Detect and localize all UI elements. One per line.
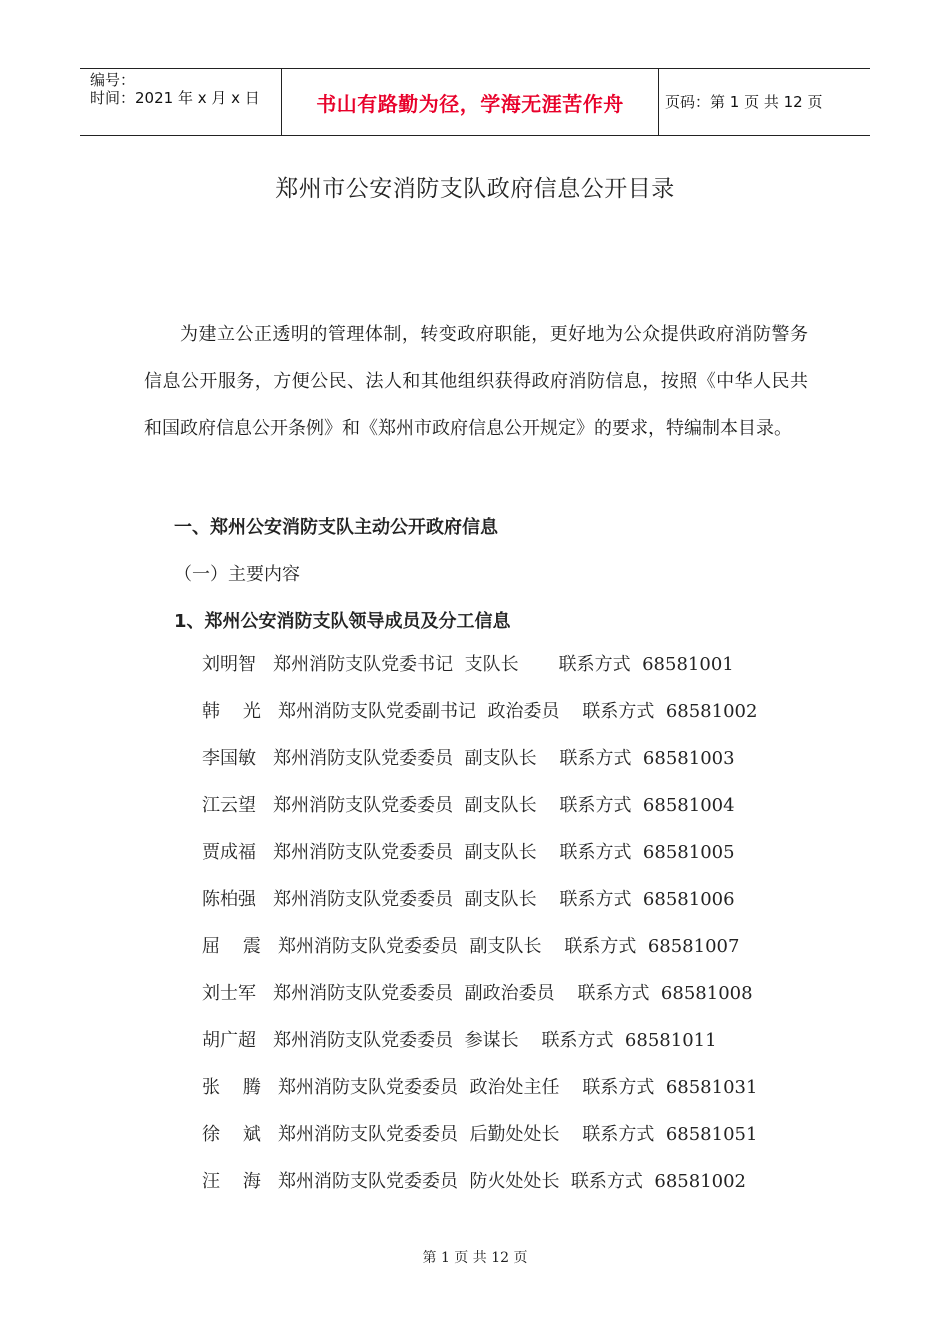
leader-row: 贾成福 郑州消防支队党委委员 副支队长 联系方式 68581005 — [202, 842, 735, 863]
number-label: 编号： — [90, 71, 136, 89]
leader-row: 刘明智 郑州消防支队党委书记 支队长 联系方式 68581001 — [202, 654, 734, 675]
sub-heading: （一）主要内容 — [174, 564, 300, 585]
leader-row: 汪 海 郑州消防支队党委委员 防火处处长 联系方式 68581002 — [202, 1171, 746, 1192]
document-title: 郑州市公安消防支队政府信息公开目录 — [275, 176, 675, 202]
motto-text: 书山有路勤为径，学海无涯苦作舟 — [316, 91, 624, 116]
leader-row: 徐 斌 郑州消防支队党委委员 后勤处处长 联系方式 68581051 — [202, 1124, 758, 1145]
header-meta-cell — [80, 69, 282, 135]
leader-row: 陈柏强 郑州消防支队党委委员 副支队长 联系方式 68581006 — [202, 889, 735, 910]
leader-row: 张 腾 郑州消防支队党委委员 政治处主任 联系方式 68581031 — [202, 1077, 758, 1098]
item-heading: 1、郑州公安消防支队领导成员及分工信息 — [174, 611, 511, 632]
page-footer: 第 1 页 共 12 页 — [422, 1250, 528, 1266]
page-header — [80, 68, 870, 136]
header-page-cell — [659, 69, 870, 135]
leader-list — [202, 652, 842, 1216]
header-motto-cell — [282, 69, 659, 135]
leader-row: 韩 光 郑州消防支队党委副书记 政治委员 联系方式 68581002 — [202, 701, 758, 722]
leader-row: 李国敏 郑州消防支队党委委员 副支队长 联系方式 68581003 — [202, 748, 735, 769]
leader-row: 江云望 郑州消防支队党委委员 副支队长 联系方式 68581004 — [202, 795, 735, 816]
header-page-info: 页码：第 1 页 共 12 页 — [665, 93, 823, 111]
leader-row: 刘士军 郑州消防支队党委委员 副政治委员 联系方式 68581008 — [202, 983, 753, 1004]
leader-row: 屈 震 郑州消防支队党委委员 副支队长 联系方式 68581007 — [202, 936, 740, 957]
intro-paragraph: 为建立公正透明的管理体制，转变政府职能，更好地为公众提供政府消防警务信息公开服务，方便公民、法人和其他组织获得政府消防信息，按照《中华人民共和国政府信息公开条例》和《郑州市政府信息公开规定》的要求，特编制本目录。 — [144, 324, 808, 439]
section-heading: 一、郑州公安消防支队主动公开政府信息 — [174, 517, 498, 538]
time-label: 时间：2021 年 x 月 x 日 — [90, 89, 260, 107]
leader-row: 胡广超 郑州消防支队党委委员 参谋长 联系方式 68581011 — [202, 1030, 717, 1051]
